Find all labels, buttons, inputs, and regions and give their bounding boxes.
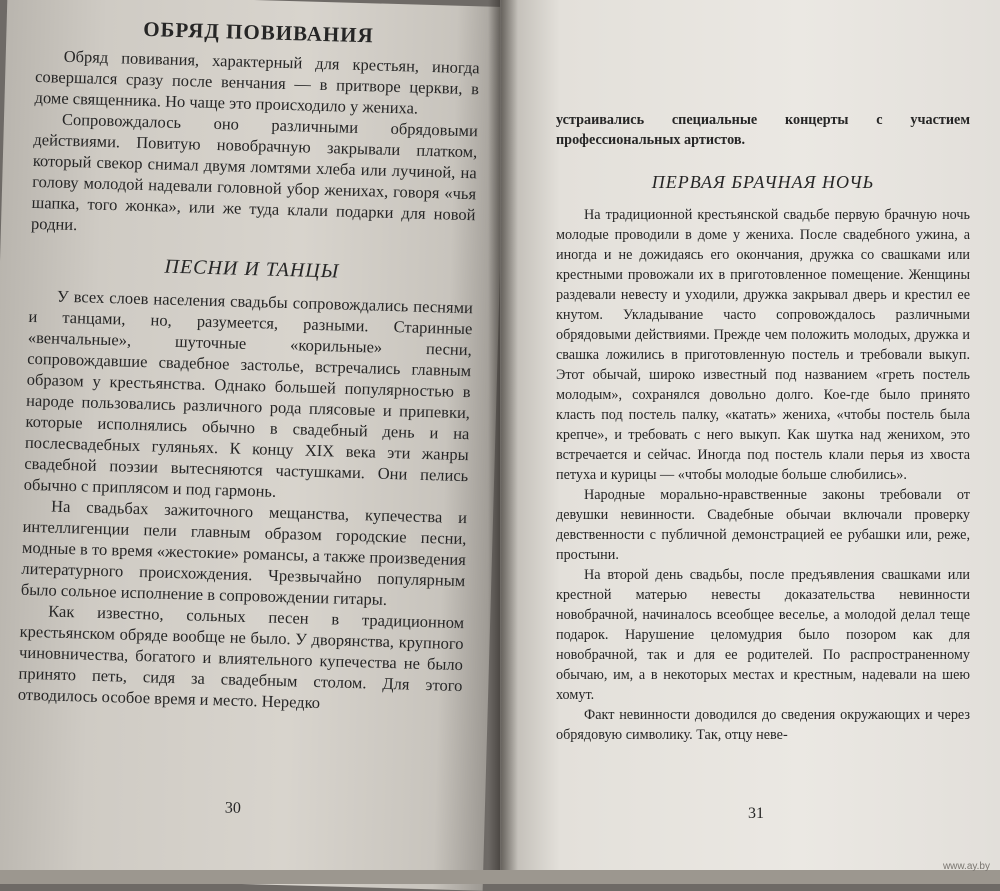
paragraph: Сопровождалось оно различными обрядовыми действиями. Повитую новобрачную закрывали платком, который свекор снимал двумя ломтями хлеба или лучиной, на голову молодой надевали головной убор женихах, говоря «чья шапка, того жонка», или же туда клали подарки для новой родни. [30,109,479,235]
paragraph: Как известно, сольных песен в традиционном крестьянском обряде вообще не было. У дворянства, крупного чиновничества, богатого и влиятельного купечества не было принято петь, сидя за свадебным столом. Для этого отводилось особое время и место. Нередко [17,601,465,713]
section-heading: ПЕРВАЯ БРАЧНАЯ НОЧЬ [651,172,875,192]
right-page [500,0,1000,884]
watermark: www.ay.by [942,861,990,872]
paragraph: На второй день свадьбы, после предъявления свашками или крестной матерью невесты доказательства невинности новобрачной, начиналось всеобщее веселье, а молодой делал теще подарок. Нарушение целомудрия было позором как для новобрачной, так и для ее родителей. По распространенному обычаю, им, а в некоторых местах и крестным, надевали на шею хомут. [556,567,970,703]
continuation-text: устраивались специальные концерты с участием профессиональных артистов. [556,112,970,148]
page-heading: ОБРЯД ПОВИВАНИЯ [142,16,375,48]
paragraph: На свадьбах зажиточного мещанства, купечества и интеллигенции пели главным образом городские песни, модные в то время «жестокие» романсы, а также произведения литературного происхождения. Чрезвычайно популярным было сольное исполнение в сопровождении гитары. [20,496,468,609]
book-gutter [488,0,518,884]
paragraph: Обряд повивания, характерный для крестьян, иногда совершался сразу после венчания — в притворе церкви, в доме священника. Но чаще это происходило у жениха. [34,46,480,118]
paragraph: У всех слоев населения свадьбы сопровождались песнями и танцами, но, разумеется, разными. Старинные «венчальные», шуточные «корильные» песни, сопровождавшие свадебное застолье, встречались главным образом у крестьянства. Однако большей популярностью в народе пользовались различного рода плясовые и припевки, которые исполнялись обычно в свадебный день и на послесвадебных гуляньях. К концу XIX века эти жанры свадебной поэзии вытесняются частушками. Они пелись обычно с приплясом и под гармонь. [23,286,474,501]
paragraph: Народные морально-нравственные законы требовали от девушки невинности. Свадебные обычаи включали проверку девственности с публичной демонстрацией ее рубашки или, реже, простыни. [556,487,970,563]
section-heading: ПЕСНИ И ТАНЦЫ [164,255,340,283]
paragraph: Факт невинности доводился до сведения окружающих и через обрядовую символику. Так, отцу неве- [556,707,970,743]
paragraph: На традиционной крестьянской свадьбе первую брачную ночь молодые проводили в доме у жениха. После свадебного ужина, а иногда и не дожидаясь его окончания, дружка со свашками или крестными провожали их в приготовленное помещение. Женщины раздевали невесту и уходили, дружка закрывал дверь и крестил ее кнутом. Укладывание часто сопровождалось различными обрядовыми действиями. Прежде чем положить молодых, дружка и свашка ложились в приготовленную постель и требовали выкуп. Этот обычай, широко известный под названием «греть постель молодым», сохранялся довольно долго. Кое-где было принято класть под постель палку, «катать» жениха, «чтобы постель была крепче», и требовать с него выкуп. Как шутка над женихом, это встречается и сейчас. Иногда под постель клали перья из хвоста петуха и курицы — «чтобы молодые больше слюбились». [556,207,970,483]
page-number: 30 [224,799,242,817]
page-number: 31 [748,805,764,822]
bottom-edge [0,870,1000,884]
